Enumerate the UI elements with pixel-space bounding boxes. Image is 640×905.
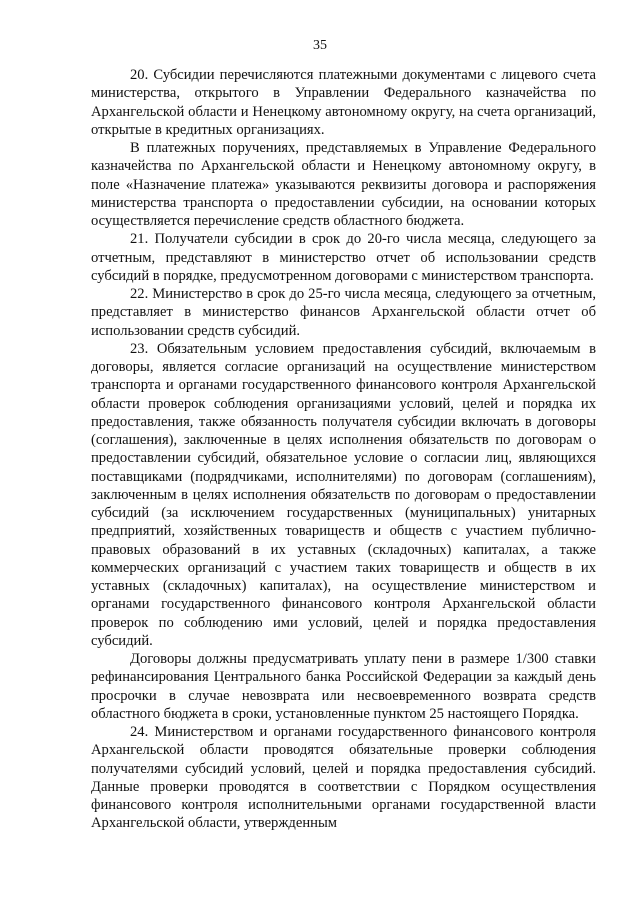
page-number: 35 [313, 38, 327, 53]
document-body [91, 66, 596, 833]
paragraph-24: 24. Министерством и органами государственного финансового контроля Архангельской области проводятся обязательные проверки соблюдения получателями субсидий условий, целей и порядка предоставления субсидий. Данные проверки проводятся в соответствии с Порядком осуществления финансового контроля исполнительными органами государственной власти Архангельской области, утвержденным [91, 724, 596, 832]
paragraph-23: 23. Обязательным условием предоставления субсидий, включаемым в договоры, является согласие организаций на осуществление министерством транспорта и органами государственного финансового контроля Архангельской области проверок соблюдения организациями условий, целей и порядка их предоставления, также обязанность получателя субсидии включать в договоры (соглашения), заключенные в целях исполнения обязательств по договорам о предоставлении субсидий, обязательное условие о согласии лиц, являющихся поставщиками (подрядчиками, исполнителями) по договорам (соглашениям), заключенным в целях исполнения обязательств по договорам о предоставлении субсидий (за исключением государственных (муниципальных) унитарных предприятий, хозяйственных товариществ и обществ с участием публично-правовых образований в их уставных (складочных) капиталах, а также коммерческих организаций с участием таких товариществ и обществ в их уставных (складочных) капиталах), на осуществление министерством и органами государственного финансового контроля Архангельской области проверок по соблюдению ими условий, целей и порядка предоставления субсидий. [91, 340, 596, 649]
paragraph-penalty: Договоры должны предусматривать уплату пени в размере 1/300 ставки рефинансирования Центрального банка Российской Федерации за каждый день просрочки в случае невозврата или несвоевременного возврата средств областного бюджета в сроки, установленные пунктом 25 настоящего Порядка. [91, 651, 596, 722]
paragraph-payment-orders: В платежных поручениях, представляемых в Управление Федерального казначейства по Архангельской области и Ненецкому автономному округу, в поле «Назначение платежа» указываются реквизиты договора и распоряжения министерства транспорта о предоставлении субсидии, на основании которых осуществляется перечисление средств областного бюджета. [91, 140, 596, 229]
paragraph-22: 22. Министерство в срок до 25-го числа месяца, следующего за отчетным, представляет в министерство финансов Архангельской области отчет об использовании средств субсидий. [91, 286, 596, 339]
paragraph-21: 21. Получатели субсидии в срок до 20-го числа месяца, следующего за отчетным, представляют в министерство отчет об использовании средств субсидий в порядке, предусмотренном договорами с министерством транспорта. [91, 231, 596, 284]
paragraph-20: 20. Субсидии перечисляются платежными документами с лицевого счета министерства, открытого в Управлении Федерального казначейства по Архангельской области и Ненецкому автономному округу, на счета организаций, открытые в кредитных организациях. [91, 67, 596, 138]
